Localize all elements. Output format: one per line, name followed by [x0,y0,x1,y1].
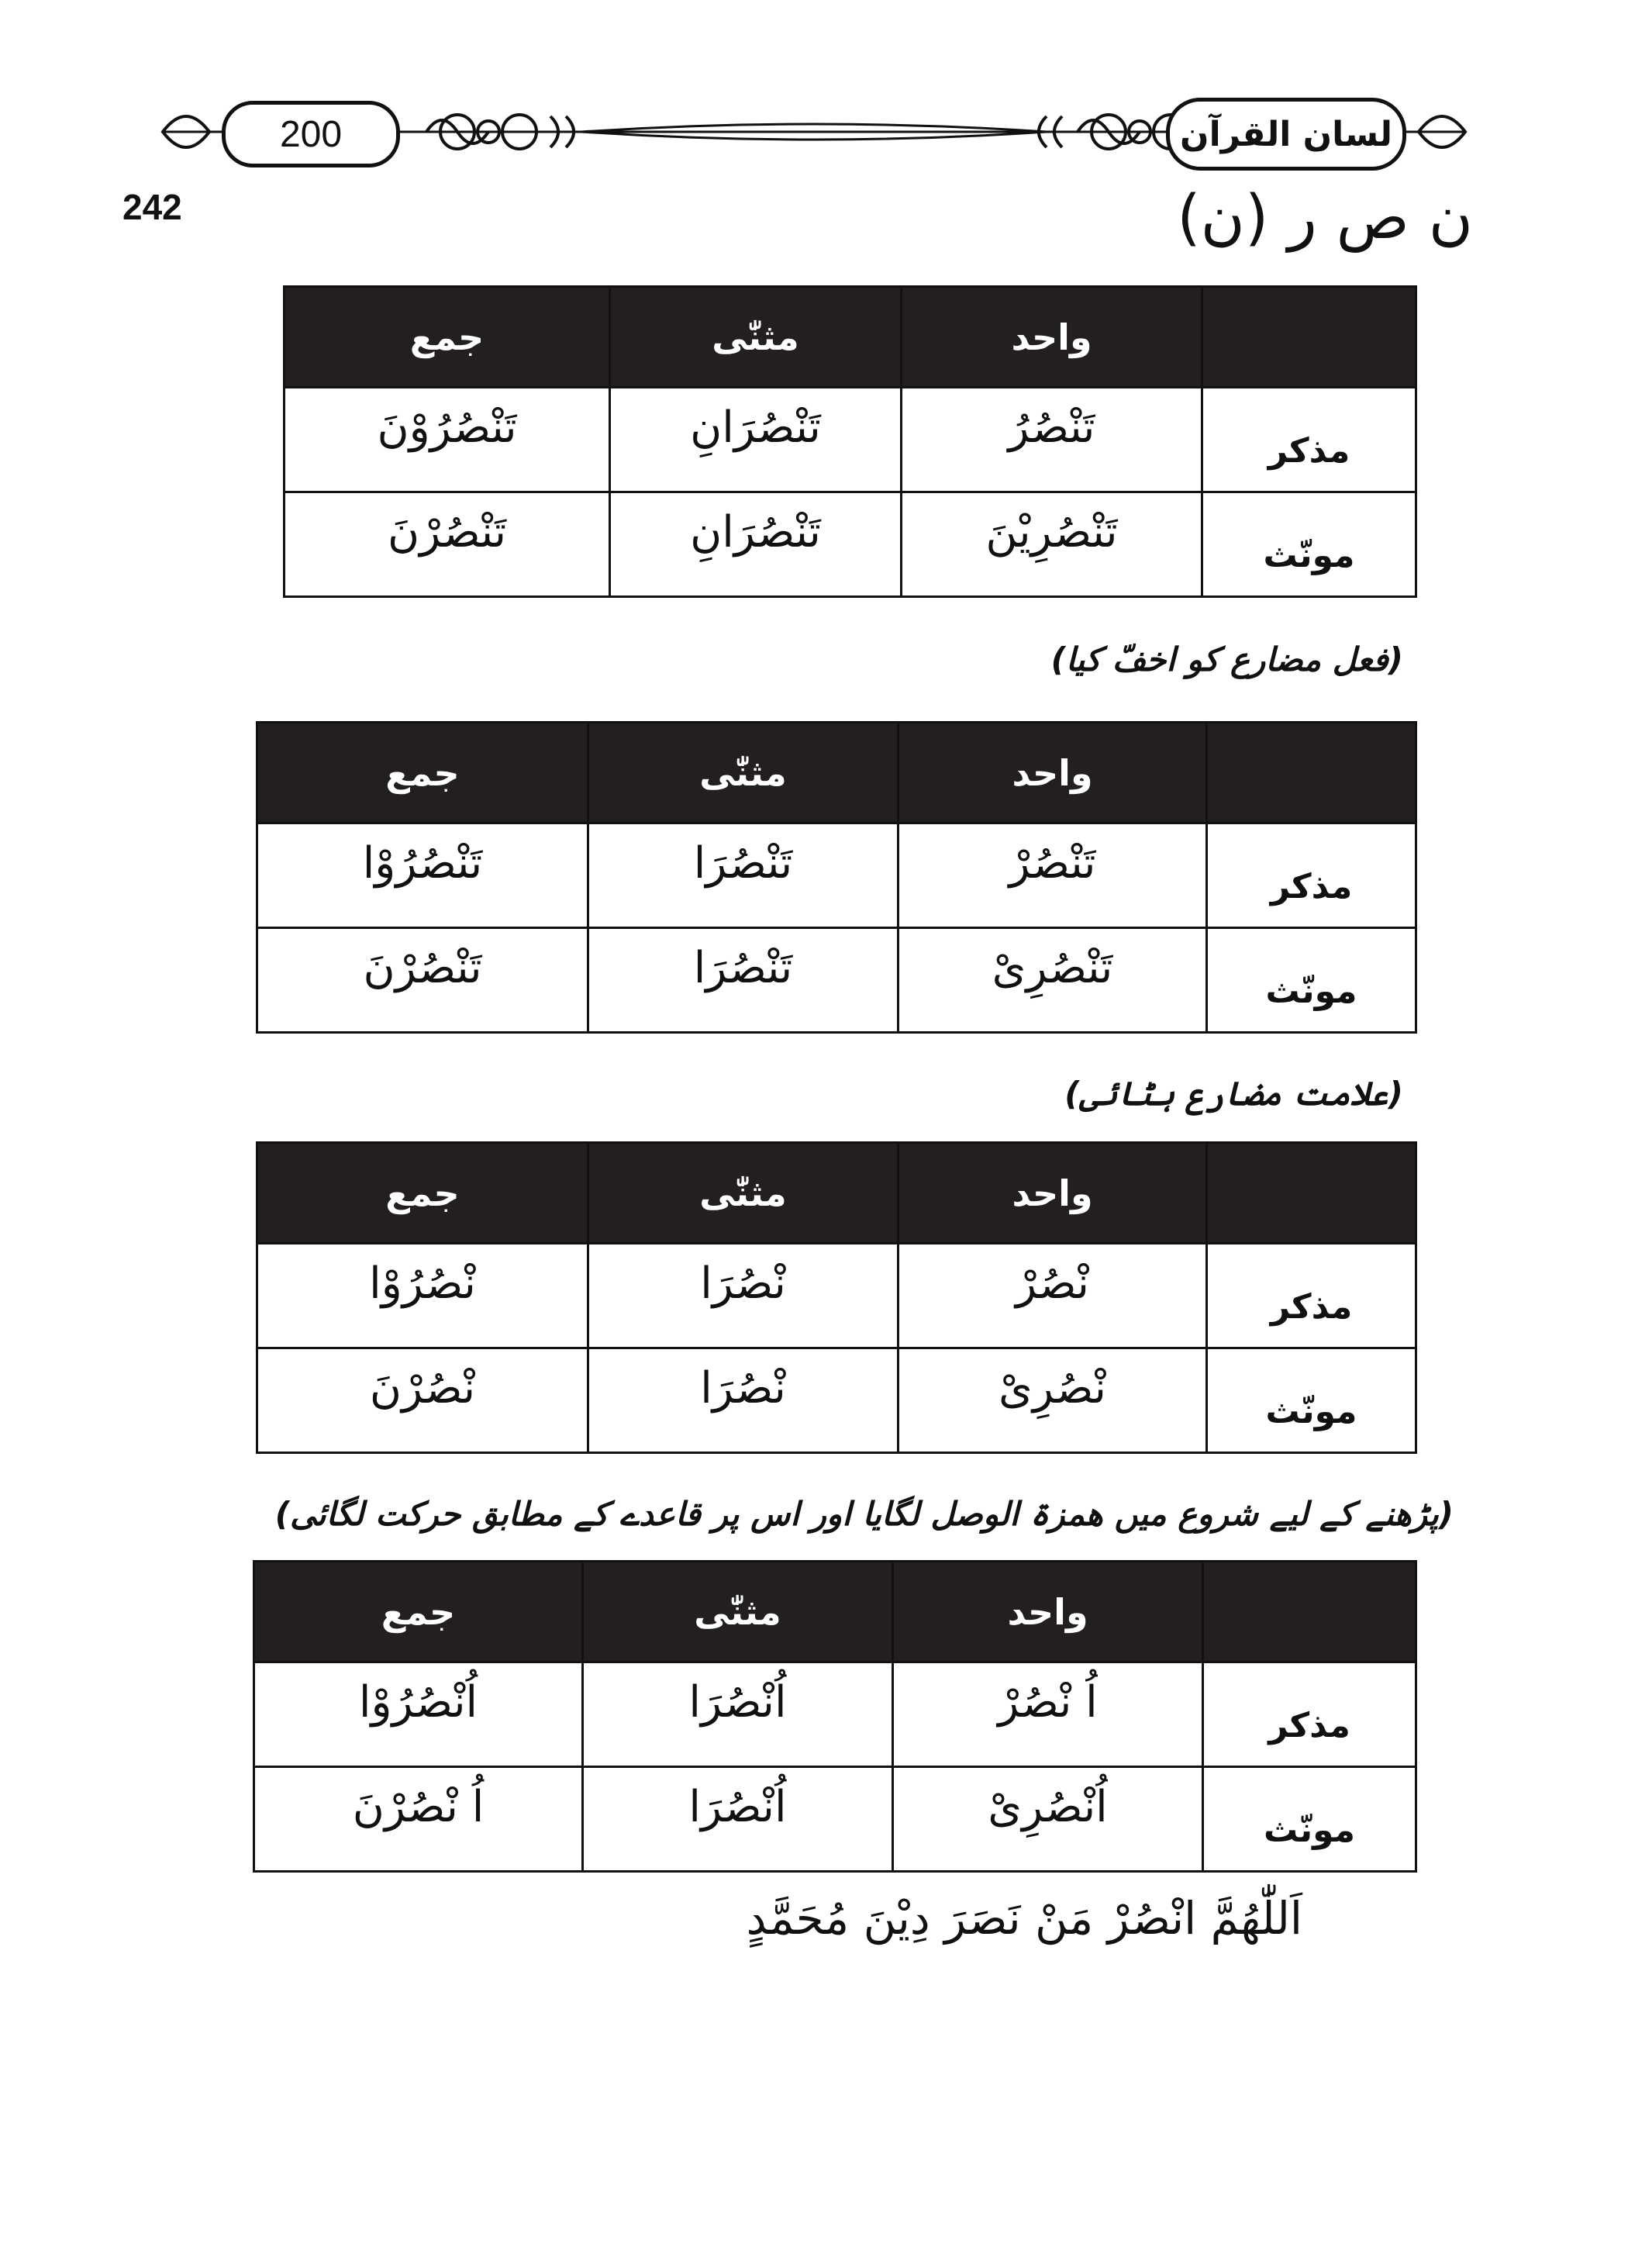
row-label-masculine: مذکر [1203,1662,1416,1767]
table-cell: تَنْصُرِیْ [899,928,1207,1033]
table-cell: تَنْصُرَانِ [610,492,902,597]
header-plural: جمع [257,1143,588,1244]
table-cell: اُنْصُرَا [583,1662,893,1767]
table-row [254,1767,1416,1872]
page-number: 200 [279,113,343,155]
table-cell: اُنْصُرُوْا [254,1662,583,1767]
header-singular: واحد [893,1562,1203,1662]
table-cell: تَنْصُرِيْنَ [902,492,1202,597]
row-label-feminine: مونّث [1207,1348,1416,1453]
header-dual: مثنّٰی [610,287,902,388]
note-1: (فعل مضارع کو اخفّ کیا) [1050,640,1403,678]
page-header [147,85,1481,178]
book-title: لسان القرآن [1180,114,1392,154]
side-page-number: 242 [122,187,182,227]
table-cell: تَنْصُرُ [902,388,1202,492]
header-plural: جمع [257,723,588,823]
conjugation-table-4 [253,1560,1417,1873]
table-cell: نْصُرِیْ [899,1348,1207,1453]
table-cell: تَنْصُرُوْنَ [285,388,610,492]
root-heading: ن ص ر (ن) [1177,183,1473,253]
table-cell: تَنْصُرْ [899,823,1207,928]
table-cell: نْصُرَا [588,1244,899,1348]
header-dual: مثنّٰی [588,1143,899,1244]
table-header-row [285,287,1416,388]
conjugation-table-2 [256,721,1417,1034]
table-row [257,823,1416,928]
header-blank [1203,1562,1416,1662]
table-cell: تَنْصُرْنَ [257,928,588,1033]
table-row [285,388,1416,492]
table-cell: تَنْصُرَا [588,823,899,928]
header-singular: واحد [899,1143,1207,1244]
table-cell: اُنْصُرَا [583,1767,893,1872]
table-cell: تَنْصُرْنَ [285,492,610,597]
table-cell: اُ نْصُرْنَ [254,1767,583,1872]
table-row [257,928,1416,1033]
row-label-feminine: مونّث [1203,1767,1416,1872]
table-cell: تَنْصُرَانِ [610,388,902,492]
row-label-masculine: مذکر [1207,1244,1416,1348]
table-cell: اُنْصُرِیْ [893,1767,1203,1872]
row-label-masculine: مذکر [1207,823,1416,928]
book-title-badge [1166,98,1406,171]
note-3: (پڑھنے کے لیے شروع میں ھمزۃ الوصل لگایا اور اس پر قاعدے کے مطابق حرکت لگائی) [274,1495,1454,1533]
header-singular: واحد [899,723,1207,823]
table-cell: اُ نْصُرْ [893,1662,1203,1767]
note-2: (علامت مضارع ہٹائی) [1064,1075,1403,1113]
table-cell: نْصُرْنَ [257,1348,588,1453]
header-singular: واحد [902,287,1202,388]
header-dual: مثنّٰی [588,723,899,823]
row-label-masculine: مذکر [1202,388,1416,492]
table-row [257,1244,1416,1348]
table-cell: نْصُرُوْا [257,1244,588,1348]
page-number-badge [222,101,400,167]
table-cell: تَنْصُرُوْا [257,823,588,928]
header-blank [1202,287,1416,388]
closing-dua: اَللّٰهُمَّ انْصُرْ مَنْ نَصَرَ دِيْنَ مُحَمَّدٍ [746,1892,1302,1945]
row-label-feminine: مونّث [1202,492,1416,597]
table-cell: تَنْصُرَا [588,928,899,1033]
table-header-row [257,1143,1416,1244]
conjugation-table-1 [283,285,1417,598]
header-blank [1207,1143,1416,1244]
table-row [254,1662,1416,1767]
header-plural: جمع [285,287,610,388]
header-blank [1207,723,1416,823]
table-header-row [257,723,1416,823]
table-header-row [254,1562,1416,1662]
header-plural: جمع [254,1562,583,1662]
table-cell: نْصُرْ [899,1244,1207,1348]
table-cell: نْصُرَا [588,1348,899,1453]
conjugation-table-3 [256,1141,1417,1454]
table-row [285,492,1416,597]
header-dual: مثنّٰی [583,1562,893,1662]
row-label-feminine: مونّث [1207,928,1416,1033]
table-row [257,1348,1416,1453]
